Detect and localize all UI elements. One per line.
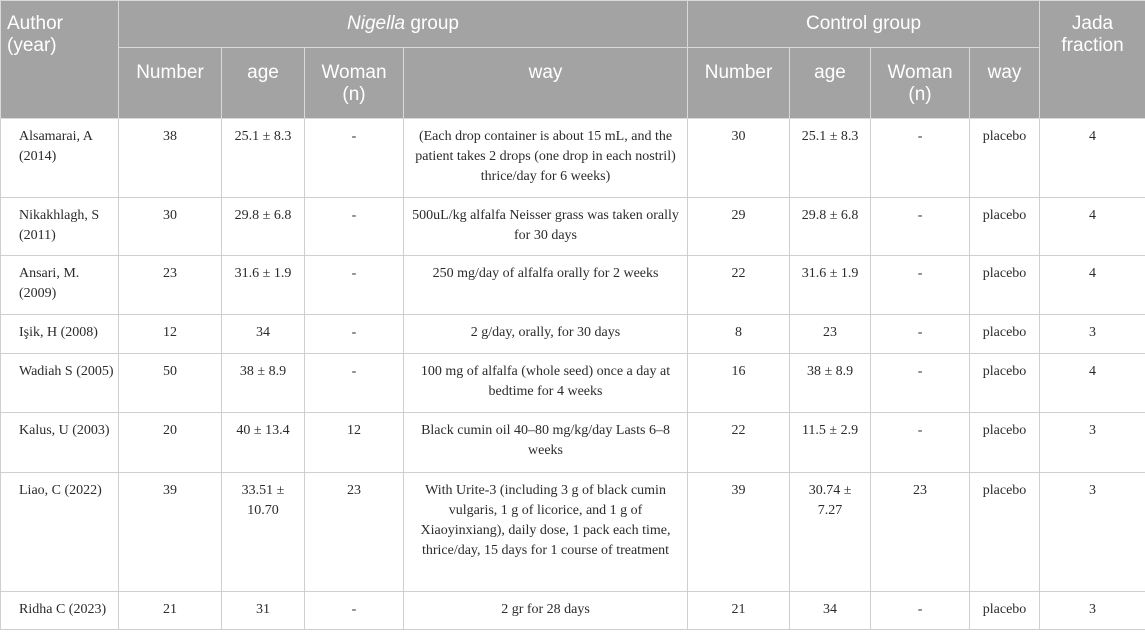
author-year-header: Author (year) — [1, 1, 119, 119]
jada-cell: 4 — [1040, 256, 1145, 315]
control-age-cell: 34 — [790, 592, 871, 630]
nigella-number-cell: 21 — [119, 592, 222, 630]
table-row — [1, 198, 1145, 256]
control-woman-cell: - — [871, 198, 970, 256]
nigella-number-cell: 30 — [119, 198, 222, 256]
nigella-number-cell: 23 — [119, 256, 222, 315]
nigella-age-cell: 31.6 ± 1.9 — [222, 256, 305, 315]
control-way-cell: placebo — [970, 256, 1040, 315]
nigella-woman-cell: - — [305, 256, 404, 315]
nigella-age-cell: 38 ± 8.9 — [222, 354, 305, 413]
control-way-cell: placebo — [970, 198, 1040, 256]
jada-fraction-header: Jada fraction — [1040, 1, 1145, 119]
nigella-woman-cell: - — [305, 592, 404, 630]
nigella-way-cell: 500uL/kg alfalfa Neisser grass was taken orally for 30 days — [404, 198, 688, 256]
nigella-age-cell: 25.1 ± 8.3 — [222, 119, 305, 198]
control-number-cell: 22 — [688, 413, 790, 473]
nigella-group-suffix: group — [405, 13, 459, 34]
control-woman-cell: - — [871, 256, 970, 315]
author-cell: Kalus, U (2003) — [1, 413, 119, 473]
control-woman-cell: - — [871, 315, 970, 354]
nigella-way-cell: 100 mg of alfalfa (whole seed) once a day at bedtime for 4 weeks — [404, 354, 688, 413]
control-number-cell: 30 — [688, 119, 790, 198]
control-way-cell: placebo — [970, 315, 1040, 354]
control-way-cell: placebo — [970, 473, 1040, 592]
nigella-age-header: age — [222, 48, 305, 119]
nigella-way-cell: (Each drop container is about 15 mL, and the patient takes 2 drops (one drop in each nostril) thrice/day for 6 weeks) — [404, 119, 688, 198]
nigella-age-cell: 29.8 ± 6.8 — [222, 198, 305, 256]
table-row — [1, 354, 1145, 413]
control-age-header: age — [790, 48, 871, 119]
table-row — [1, 473, 1145, 592]
control-number-cell: 16 — [688, 354, 790, 413]
nigella-age-cell: 33.51 ± 10.70 — [222, 473, 305, 592]
nigella-group-header — [119, 1, 688, 48]
author-cell: Işik, H (2008) — [1, 315, 119, 354]
jada-cell: 3 — [1040, 592, 1145, 630]
author-cell: Liao, C (2022) — [1, 473, 119, 592]
table-row — [1, 119, 1145, 198]
nigella-number-cell: 20 — [119, 413, 222, 473]
nigella-way-cell: 2 gr for 28 days — [404, 592, 688, 630]
control-group-header: Control group — [688, 1, 1040, 48]
control-number-cell: 29 — [688, 198, 790, 256]
nigella-way-cell: With Urite-3 (including 3 g of black cumin vulgaris, 1 g of licorice, and 1 g of Xiaoyinxiang), daily dose, 1 pack each time, thrice/day, 15 days for 1 course of treatment — [404, 473, 688, 592]
author-cell: Nikakhlagh, S (2011) — [1, 198, 119, 256]
nigella-way-cell: Black cumin oil 40–80 mg/kg/day Lasts 6–8 weeks — [404, 413, 688, 473]
control-woman-cell: - — [871, 592, 970, 630]
nigella-number-header: Number — [119, 48, 222, 119]
control-way-header: way — [970, 48, 1040, 119]
control-woman-cell: - — [871, 119, 970, 198]
control-number-cell: 21 — [688, 592, 790, 630]
control-number-cell: 22 — [688, 256, 790, 315]
control-way-cell: placebo — [970, 592, 1040, 630]
control-number-cell: 39 — [688, 473, 790, 592]
nigella-way-header: way — [404, 48, 688, 119]
control-way-cell: placebo — [970, 119, 1040, 198]
author-cell: Ridha C (2023) — [1, 592, 119, 630]
nigella-woman-cell: - — [305, 119, 404, 198]
nigella-way-cell: 250 mg/day of alfalfa orally for 2 weeks — [404, 256, 688, 315]
nigella-woman-cell: 12 — [305, 413, 404, 473]
nigella-woman-cell: 23 — [305, 473, 404, 592]
table-row — [1, 256, 1145, 315]
jada-cell: 4 — [1040, 354, 1145, 413]
jada-cell: 3 — [1040, 413, 1145, 473]
control-way-cell: placebo — [970, 413, 1040, 473]
nigella-woman-header: Woman (n) — [305, 48, 404, 119]
control-age-cell: 38 ± 8.9 — [790, 354, 871, 413]
nigella-italic-label: Nigella — [347, 13, 406, 34]
nigella-way-cell: 2 g/day, orally, for 30 days — [404, 315, 688, 354]
nigella-age-cell: 40 ± 13.4 — [222, 413, 305, 473]
nigella-woman-cell: - — [305, 354, 404, 413]
jada-cell: 3 — [1040, 315, 1145, 354]
control-woman-header: Woman (n) — [871, 48, 970, 119]
control-woman-cell: 23 — [871, 473, 970, 592]
nigella-number-cell: 38 — [119, 119, 222, 198]
control-number-cell: 8 — [688, 315, 790, 354]
control-number-header: Number — [688, 48, 790, 119]
table-row — [1, 592, 1145, 630]
nigella-number-cell: 50 — [119, 354, 222, 413]
nigella-number-cell: 39 — [119, 473, 222, 592]
jada-cell: 4 — [1040, 119, 1145, 198]
control-age-cell: 23 — [790, 315, 871, 354]
control-age-cell: 11.5 ± 2.9 — [790, 413, 871, 473]
jada-cell: 4 — [1040, 198, 1145, 256]
author-cell: Wadiah S (2005) — [1, 354, 119, 413]
control-woman-cell: - — [871, 413, 970, 473]
nigella-age-cell: 34 — [222, 315, 305, 354]
nigella-age-cell: 31 — [222, 592, 305, 630]
control-woman-cell: - — [871, 354, 970, 413]
author-cell: Ansari, M. (2009) — [1, 256, 119, 315]
control-age-cell: 25.1 ± 8.3 — [790, 119, 871, 198]
control-age-cell: 30.74 ± 7.27 — [790, 473, 871, 592]
control-age-cell: 31.6 ± 1.9 — [790, 256, 871, 315]
control-age-cell: 29.8 ± 6.8 — [790, 198, 871, 256]
nigella-woman-cell: - — [305, 315, 404, 354]
table-row — [1, 413, 1145, 473]
nigella-number-cell: 12 — [119, 315, 222, 354]
jada-cell: 3 — [1040, 473, 1145, 592]
control-way-cell: placebo — [970, 354, 1040, 413]
author-cell: Alsamarai, A (2014) — [1, 119, 119, 198]
nigella-woman-cell: - — [305, 198, 404, 256]
table-row — [1, 315, 1145, 354]
